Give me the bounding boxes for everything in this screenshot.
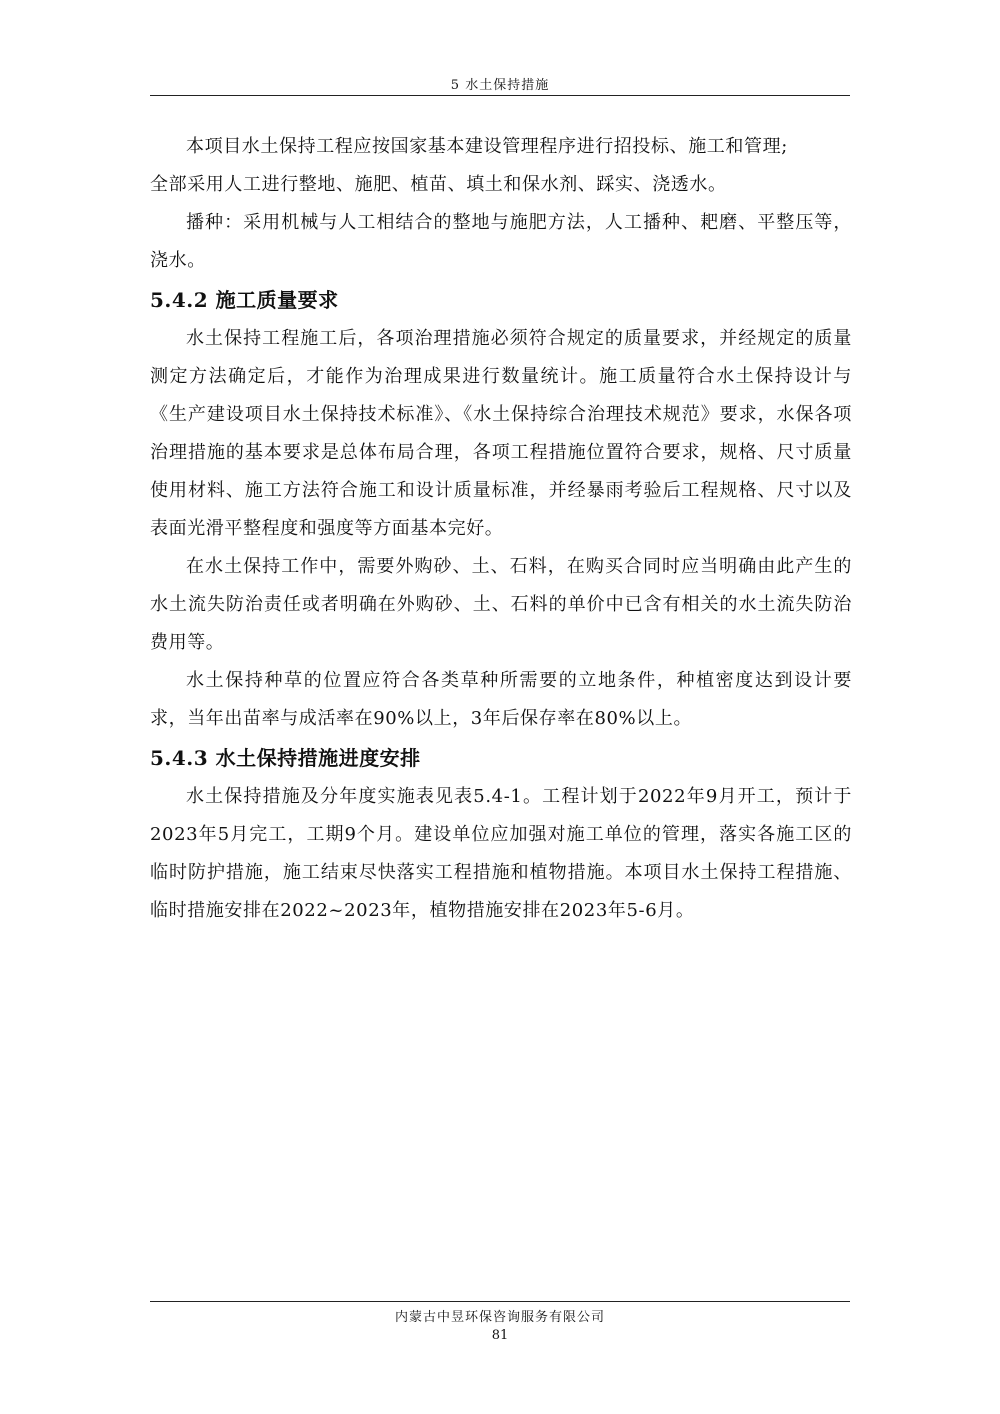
section-heading-5-4-2: 5.4.2 施工质量要求: [150, 288, 339, 312]
page-number: 81: [491, 1328, 509, 1343]
header-divider: [150, 95, 850, 96]
paragraph-procurement-line2: 全部采用人工进行整地、施肥、植苗、填土和保水剂、踩实、浇透水。: [150, 174, 727, 195]
paragraph-sowing: 播种：采用机械与人工相结合的整地与施肥方法，人工播种、耙磨、平整压等，浇水。: [150, 212, 852, 271]
running-header: 5 水土保持措施: [450, 78, 550, 93]
paragraph-quality-requirements: 水土保持工程施工后，各项治理措施必须符合规定的质量要求，并经规定的质量测定方法确定后，才能作为治理成果进行数量统计。施工质量符合水土保持设计与《生产建设项目水土保持技术标准》、《水土保持综合治理技术规范》要求，水保各项治理措施的基本要求是总体布局合理，各项工程措施位置符合要求，规格、尺寸质量使用材料、施工方法符合施工和设计质量标准，并经暴雨考验后工程规格、尺寸以及表面光滑平整程度和强度等方面基本完好。: [150, 328, 852, 539]
footer-company-name: 内蒙古中昱环保咨询服务有限公司: [394, 1310, 605, 1325]
footer-divider: [150, 1301, 850, 1302]
section-heading-5-4-3: 5.4.3 水土保持措施进度安排: [150, 746, 421, 770]
paragraph-grass-planting: 水土保持种草的位置应符合各类草种所需要的立地条件，种植密度达到设计要求，当年出苗率与成活率在90%以上，3年后保存率在80%以上。: [150, 670, 852, 729]
page-body: [150, 128, 852, 930]
paragraph-schedule: 水土保持措施及分年度实施表见表5.4-1。工程计划于2022年9月开工，预计于2023年5月完工，工期9个月。建设单位应加强对施工单位的管理，落实各施工区的临时防护措施，施工结束尽快落实工程措施和植物措施。本项目水土保持工程措施、临时措施安排在2022~2023年，植物措施安排在2023年5-6月。: [150, 786, 852, 921]
paragraph-procurement-line1: 本项目水土保持工程应按国家基本建设管理程序进行招投标、施工和管理;: [186, 136, 788, 157]
paragraph-purchased-materials: 在水土保持工作中，需要外购砂、土、石料，在购买合同时应当明确由此产生的水土流失防治责任或者明确在外购砂、土、石料的单价中已含有相关的水土流失防治费用等。: [150, 556, 852, 653]
